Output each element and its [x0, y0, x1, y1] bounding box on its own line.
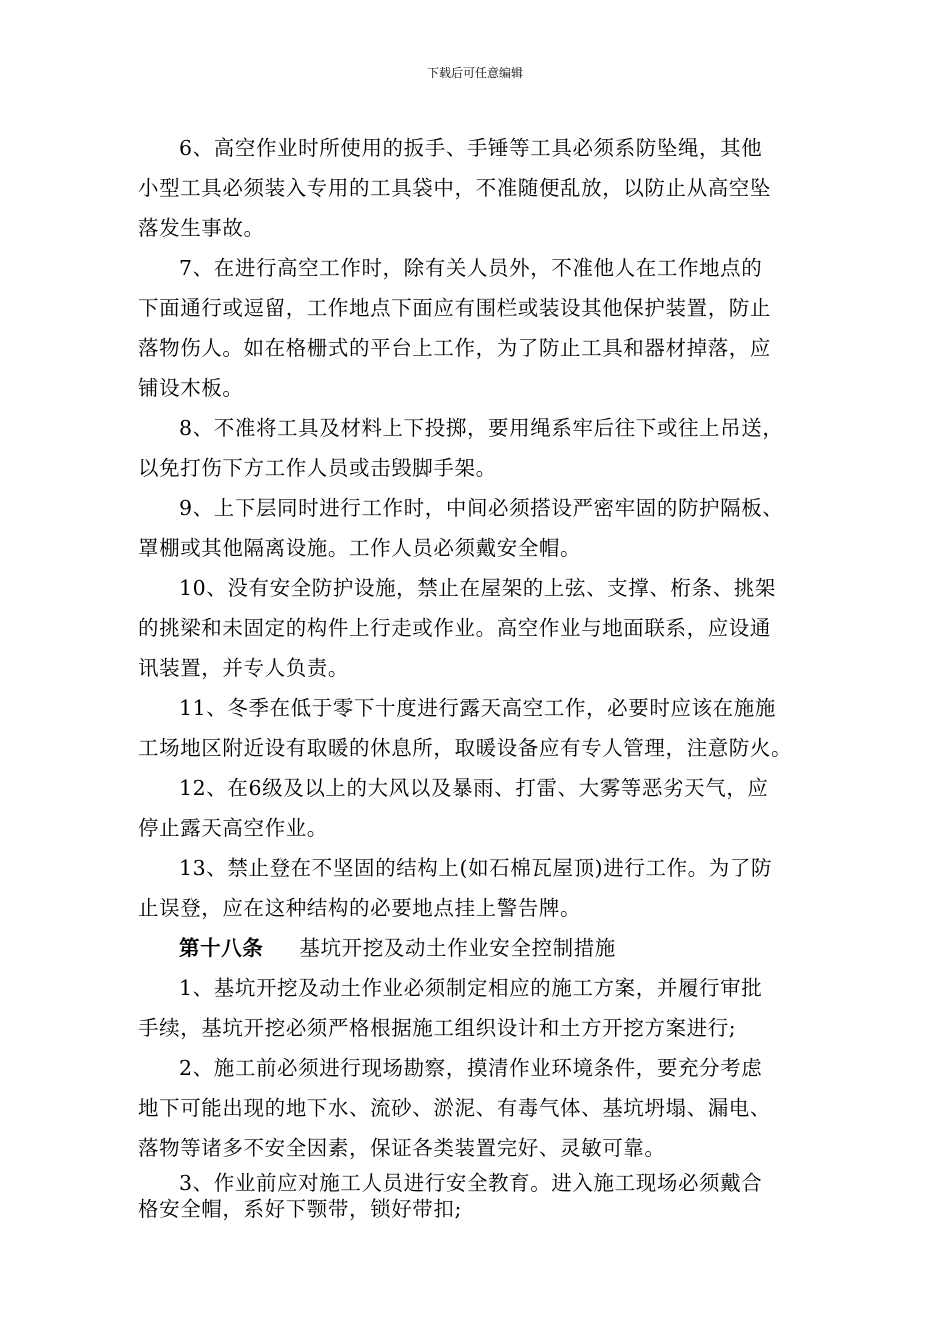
paragraph-line: 8、不准将工具及材料上下投掷，要用绳系牢后往下或往上吊送， — [179, 416, 784, 440]
paragraph-line: 小型工具必须装入专用的工具袋中，不准随便乱放，以防止从高空坠 — [138, 176, 771, 200]
paragraph-line: 落物伤人。如在格栅式的平台上工作，为了防止工具和器材掉落，应 — [138, 336, 771, 360]
paragraph-line: 7、在进行高空工作时，除有关人员外，不准他人在工作地点的 — [179, 256, 763, 280]
paragraph-line: 6、高空作业时所使用的扳手、手锤等工具必须系防坠绳，其他 — [179, 136, 763, 160]
paragraph-line: 2、施工前必须进行现场勘察，摸清作业环境条件，要充分考虑 — [179, 1056, 763, 1080]
paragraph-line: 11、冬季在低于零下十度进行露天高空工作，必要时应该在施施 — [179, 696, 776, 720]
paragraph-line: 罩棚或其他隔离设施。工作人员必须戴安全帽。 — [138, 536, 582, 560]
paragraph-line: 格安全帽，系好下颚带，锁好带扣; — [138, 1197, 463, 1221]
paragraph-line: 13、禁止登在不坚固的结构上(如石棉瓦屋顶)进行工作。为了防 — [179, 856, 773, 880]
paragraph-line: 9、上下层同时进行工作时，中间必须搭设严密牢固的防护隔板、 — [179, 496, 784, 520]
paragraph-line: 手续，基坑开挖必须严格根据施工组织设计和土方开挖方案进行; — [138, 1016, 737, 1040]
document-body — [138, 128, 828, 1224]
paragraph-line: 地下可能出现的地下水、流砂、淤泥、有毒气体、基坑坍塌、漏电、 — [138, 1096, 771, 1120]
paragraph-line: 3、作业前应对施工人员进行安全教育。进入施工现场必须戴合 — [179, 1171, 763, 1195]
paragraph-line: 10、没有安全防护设施，禁止在屋架的上弦、支撑、桁条、挑架 — [179, 576, 776, 600]
paragraph-line: 停止露天高空作业。 — [138, 816, 328, 840]
paragraph-line: 12、在6级及以上的大风以及暴雨、打雷、大雾等恶劣天气，应 — [179, 776, 769, 800]
paragraph-line: 下面通行或逗留，工作地点下面应有围栏或装设其他保护装置，防止 — [138, 296, 771, 320]
paragraph-line: 落物等诸多不安全因素，保证各类装置完好、灵敏可靠。 — [138, 1136, 666, 1160]
paragraph-line: 止误登，应在这种结构的必要地点挂上警告牌。 — [138, 896, 582, 920]
paragraph-line: 落发生事故。 — [138, 216, 265, 240]
paragraph-line: 讯装置，并专人负责。 — [138, 656, 349, 680]
paragraph-line: 1、基坑开挖及动土作业必须制定相应的施工方案，并履行审批 — [179, 976, 763, 1000]
paragraph-line: 工场地区附近设有取暖的休息所，取暖设备应有专人管理，注意防火。 — [138, 736, 793, 760]
paragraph-line: 的挑梁和未固定的构件上行走或作业。高空作业与地面联系，应设通 — [138, 616, 771, 640]
section-title: 基坑开挖及动土作业安全控制措施 — [299, 936, 616, 960]
section-label: 第十八条 — [179, 936, 264, 960]
section-heading — [138, 928, 828, 968]
page-header: 下载后可任意编辑 — [426, 66, 523, 80]
paragraph-line: 以免打伤下方工作人员或击毁脚手架。 — [138, 456, 497, 480]
paragraph-line: 铺设木板。 — [138, 376, 244, 400]
